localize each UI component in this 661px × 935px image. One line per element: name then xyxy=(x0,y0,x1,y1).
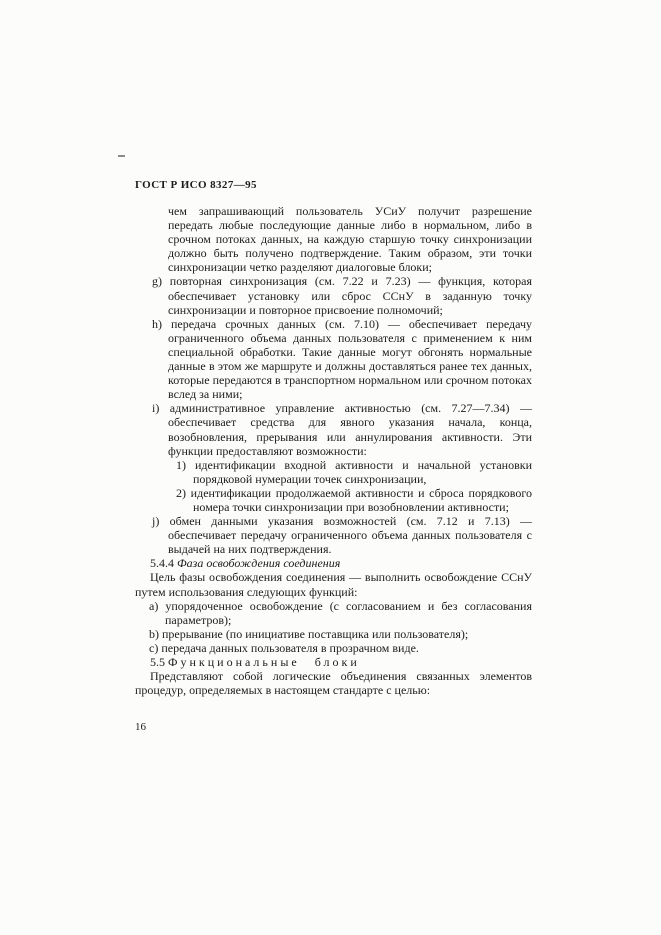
list-item-b xyxy=(135,627,532,641)
clause-title: Функциональные блоки xyxy=(168,655,360,669)
paragraph-functional-units xyxy=(135,669,532,697)
list-item-text: прерывание (по инициативе поставщика или пользователя); xyxy=(162,626,469,641)
list-item-text: передача срочных данных (см. 7.10) — обеспечивает передачу ограниченного объема данных пользователя с применением к ним специальной обработки. Такие данные могут обгонять нормальные данные в этом же маршруте и должны доставляться ранее тех данных, которые передаются в транспортном нормальном или срочном потоках вслед за ними; xyxy=(168,316,532,402)
list-item-text: обмен данными указания возможностей (см. 7.12 и 7.13) — обеспечивает передачу ограниченного объема данных пользователя с выдачей на них подтверждения. xyxy=(168,514,533,557)
list-item-label: g) xyxy=(152,274,162,289)
list-item-text: передача данных пользователя в прозрачном виде. xyxy=(161,640,419,655)
list-item-label: i) xyxy=(152,401,160,416)
list-item-label: h) xyxy=(152,316,162,331)
clause-heading-5-4-4 xyxy=(135,556,532,570)
list-item-text: повторная синхронизация (см. 7.22 и 7.23) — функция, которая обеспечивает установку или сброс ССнУ в заданную точку синхронизации и повторное присвоение полномочий; xyxy=(168,274,532,317)
list-item-text: административное управление активностью (см. 7.27—7.34) — обеспечивает средства для явного указания начала, конца, возобновления, прерывания или аннулирования активности. Эти функции предоставляют возможности: xyxy=(168,401,532,458)
list-item-label: b) xyxy=(149,626,159,641)
standard-designation: ГОСТ Р ИСО 8327—95 xyxy=(135,179,257,191)
list-item-g xyxy=(135,274,532,316)
list-item-label: a) xyxy=(149,598,159,613)
clause-number: 5.5 xyxy=(150,655,165,669)
list-item-j xyxy=(135,514,532,556)
list-item-text: упорядоченное освобождение (с согласованием и без согласования параметров); xyxy=(165,598,532,627)
clause-heading-5-5 xyxy=(135,655,532,669)
paragraph-text: чем запрашивающий пользователь УСиУ получит разрешение передать любые последующие данные либо в нормальном, либо в срочном потоках данных, на каждую старшую точку синхронизации должно быть получено подтверждение. Таким образом, эти точки синхронизации четко разделяют диалоговые блоки; xyxy=(168,204,532,275)
paragraph-release-purpose xyxy=(135,570,532,598)
page-number: 16 xyxy=(135,721,146,734)
clause-title: Фаза освобождения соединения xyxy=(177,556,341,571)
list-item-i xyxy=(135,401,532,457)
scan-artifact-mark xyxy=(118,155,125,157)
list-item-c xyxy=(135,641,532,655)
list-item-h xyxy=(135,317,532,402)
list-item-label: c) xyxy=(149,640,159,655)
paragraph-text: Представляют собой логические объединения связанных элементов процедур, определяемых в настоящем стандарте с целью: xyxy=(135,669,532,698)
paragraph-text: Цель фазы освобождения соединения — выполнить освобождение ССнУ путем использования следующих функций: xyxy=(135,570,532,599)
list-item-label: 1) xyxy=(176,457,186,472)
body-text xyxy=(135,204,532,697)
clause-number: 5.4.4 xyxy=(150,556,174,571)
list-item-label: 2) xyxy=(176,485,186,500)
paragraph-continuation xyxy=(135,204,532,274)
list-item-label: j) xyxy=(152,514,160,529)
sub-list-item-1 xyxy=(135,458,532,486)
list-item-text: идентификации продолжаемой активности и сброса порядкового номера точки синхронизации при возобновлении активности; xyxy=(190,485,532,514)
list-item-a xyxy=(135,599,532,627)
text-block xyxy=(135,179,532,733)
sub-list-item-2 xyxy=(135,486,532,514)
list-item-text: идентификации входной активности и начальной установки порядковой нумерации точек синхронизации, xyxy=(193,457,533,486)
